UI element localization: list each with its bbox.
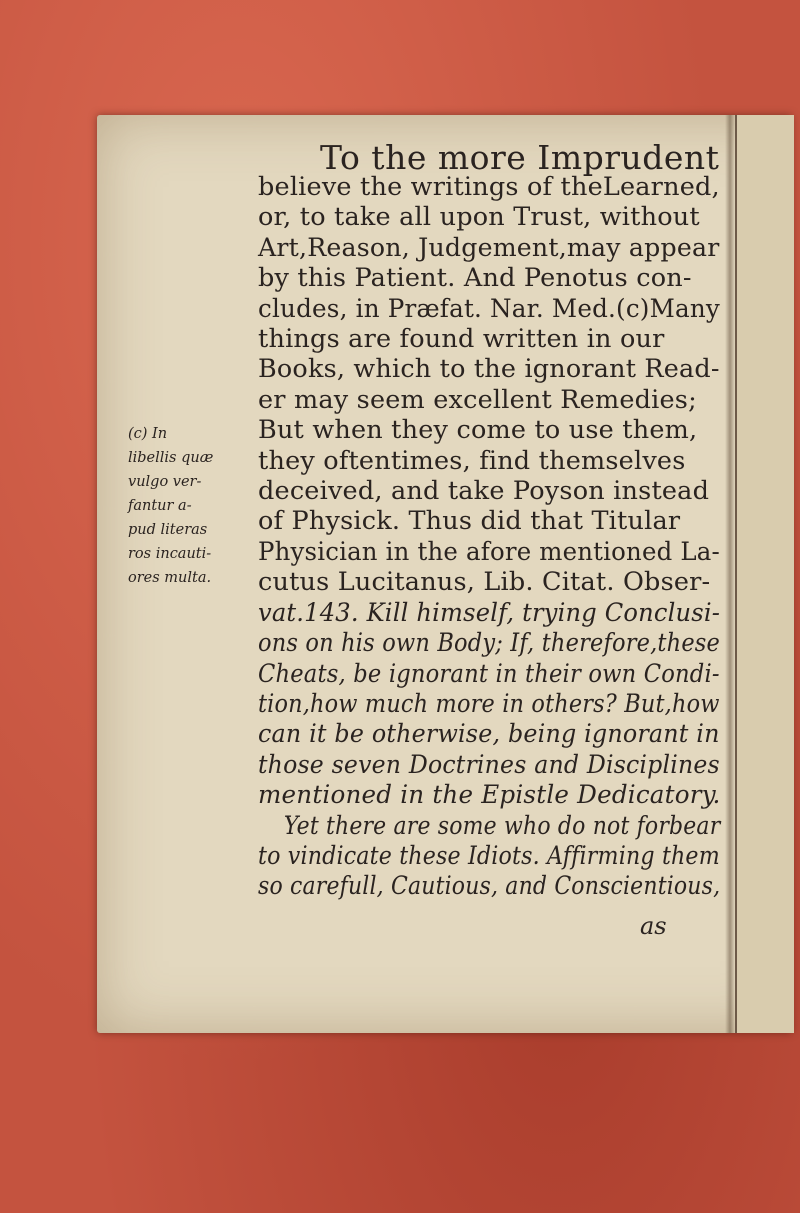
text-line: mentioned in the Epistle Dedicatory. [258, 780, 721, 811]
text-line: But when they come to use them, [258, 415, 698, 446]
text-line: ons on his own Body; If, therefore,these [258, 628, 721, 659]
margin-note-line: fantur a- [128, 498, 192, 514]
margin-note-line: ros incauti- [128, 546, 212, 562]
text-line: by this Patient. And Penotus con- [258, 263, 692, 294]
text-line: Physician in the afore mentioned La- [258, 536, 720, 567]
margin-note-line: vulgo ver- [128, 474, 202, 490]
text-line: Books, which to the ignorant Read- [258, 354, 720, 385]
catchword: as [640, 912, 667, 940]
text-line: things are found written in our [258, 324, 665, 355]
text-line: vat.143. Kill himself, trying Conclusi- [258, 597, 721, 628]
text-line: Cheats, be ignorant in their own Condi- [258, 658, 720, 689]
text-line: can it be otherwise, being ignorant in [258, 719, 720, 750]
running-head: To the more Imprudent [320, 138, 720, 177]
page-gutter [725, 115, 735, 1033]
margin-note-line: (c) In [128, 426, 168, 442]
margin-note [128, 422, 248, 590]
text-line: er may seem excellent Remedies; [258, 384, 697, 415]
text-line: Yet there are some who do not forbear [283, 810, 721, 841]
text-line: to vindicate these Idiots. Affirming them [258, 840, 720, 871]
adjacent-page-edge [735, 115, 794, 1033]
margin-note-line: ores multa. [128, 570, 212, 586]
text-line: so carefull, Cautious, and Conscientious, [258, 871, 721, 902]
body-text [258, 172, 720, 902]
text-line: or, to take all upon Trust, without [258, 202, 700, 233]
text-line: those seven Doctrines and Disciplines [258, 749, 720, 780]
text-line: Art,Reason, Judgement,may appear [258, 232, 720, 263]
text-line: cutus Lucitanus, Lib. Citat. Obser- [258, 567, 711, 598]
text-line: deceived, and take Poyson instead [258, 476, 710, 507]
text-line: they oftentimes, find themselves [258, 445, 686, 476]
text-line: believe the writings of theLearned, [258, 172, 720, 202]
text-line: tion,how much more in others? But,how [258, 688, 720, 719]
margin-note-line: libellis quæ [128, 450, 214, 466]
margin-note-line: pud literas [128, 522, 208, 538]
text-line: of Physick. Thus did that Titular [258, 506, 681, 537]
text-line: cludes, in Præfat. Nar. Med.(c)Many [258, 293, 720, 324]
